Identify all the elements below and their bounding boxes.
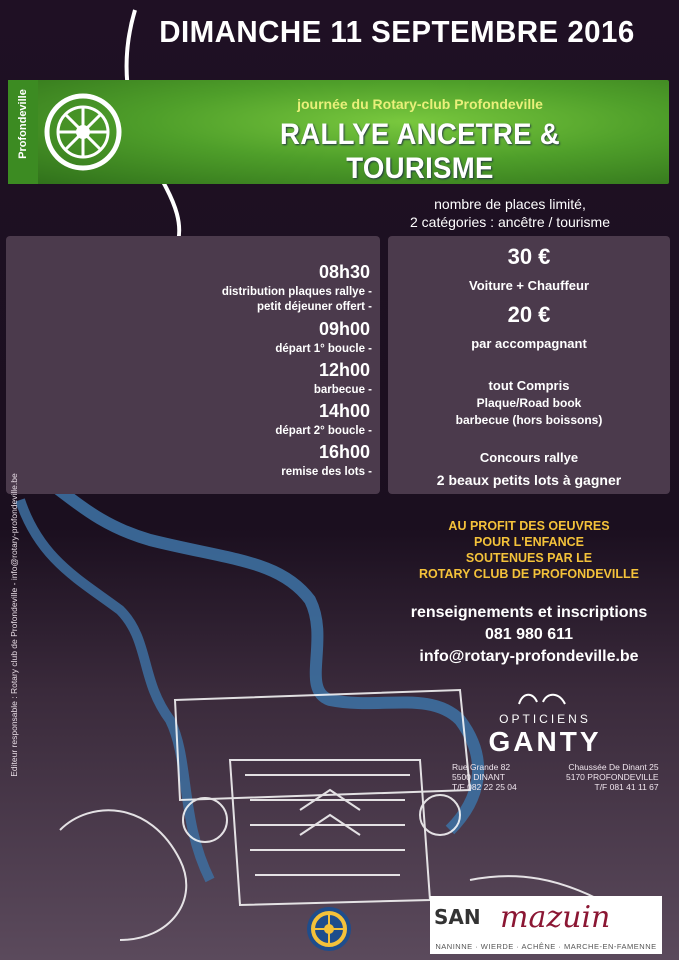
ganty-opticiens: OPTICIENS (499, 712, 591, 726)
profit-line: POUR L'ENFANCE (474, 535, 584, 549)
included-item: barbecue (hors boissons) (455, 413, 603, 427)
included-title: tout Compris (488, 378, 570, 393)
profit-line: AU PROFIT DES OEUVRES (448, 519, 610, 533)
mazuin-san: SAN (434, 905, 481, 929)
price-driver: 30 € (507, 244, 551, 269)
ganty-glasses-icon (515, 688, 575, 710)
schedule-time: 12h00 (318, 360, 370, 380)
mazuin-name: mazuin (500, 900, 611, 935)
profit-line: ROTARY CLUB DE PROFONDEVILLE (419, 567, 639, 581)
editor-credit: Editeur responsable : Rotary club de Profondeville - info@rotary-profondeville.be (9, 473, 19, 777)
schedule-desc: départ 1° boucle - (275, 343, 372, 355)
address-line: Rue Grande 82 (452, 762, 511, 772)
places-line-2: 2 catégories : ancêtre / tourisme (410, 214, 610, 230)
rotary-wheel-icon (43, 92, 123, 172)
pricing-box (388, 236, 670, 494)
price-passenger-desc: par accompagnant (471, 336, 587, 351)
ganty-name: GANTY (488, 726, 602, 757)
contact-title: renseignements et inscriptions (410, 604, 648, 621)
schedule-time: 14h00 (318, 401, 370, 421)
ganty-address-dinant (452, 762, 517, 792)
schedule-desc: barbecue - (313, 384, 372, 396)
schedule-time: 16h00 (318, 442, 370, 462)
address-line: Chaussée De Dinant 25 (568, 762, 659, 772)
contact-block (388, 602, 670, 668)
ganty-address-profondeville (566, 762, 659, 792)
contact-phone[interactable]: 081 980 611 (484, 626, 574, 643)
contest-title: Concours rallye (479, 450, 579, 465)
banner-title: RALLYE ANCETRE & TOURISME (280, 118, 560, 185)
address-line: T/F 082 22 25 04 (452, 782, 517, 792)
profit-notice (388, 518, 670, 582)
places-info (360, 195, 660, 231)
places-line-1: nombre de places limité, (434, 196, 586, 212)
schedule-desc: distribution plaques rallye - (221, 286, 372, 298)
schedule-desc: petit déjeuner offert - (256, 301, 372, 313)
banner-subtitle: journée du Rotary-club Profondeville (297, 96, 543, 112)
blue-river-branch (20, 500, 210, 880)
schedule-desc: départ 2° boucle - (275, 425, 372, 437)
rotary-badge-icon (306, 906, 352, 952)
price-driver-desc: Voiture + Chauffeur (468, 278, 590, 293)
schedule-time: 08h30 (318, 262, 370, 282)
address-line: 5500 DINANT (452, 772, 505, 782)
address-line: 5170 PROFONDEVILLE (566, 772, 659, 782)
schedule-box (6, 236, 380, 494)
contest-prizes: 2 beaux petits lots à gagner (436, 472, 622, 488)
address-line: T/F 081 41 11 67 (594, 782, 659, 792)
profit-line: SOUTENUES PAR LE (465, 551, 593, 565)
mazuin-towns: NANINNE · WIERDE · ACHÊNE · MARCHE-EN-FAMENNE (435, 942, 657, 951)
contact-email[interactable]: info@rotary-profondeville.be (419, 648, 639, 665)
event-date: DIMANCHE 11 SEPTEMBRE 2016 (159, 14, 635, 49)
schedule-desc: remise des lots - (281, 466, 372, 478)
banner-side-text: Profondeville (17, 89, 29, 159)
schedule-time: 09h00 (318, 319, 370, 339)
included-item: Plaque/Road book (476, 396, 582, 410)
price-passenger: 20 € (507, 302, 551, 327)
